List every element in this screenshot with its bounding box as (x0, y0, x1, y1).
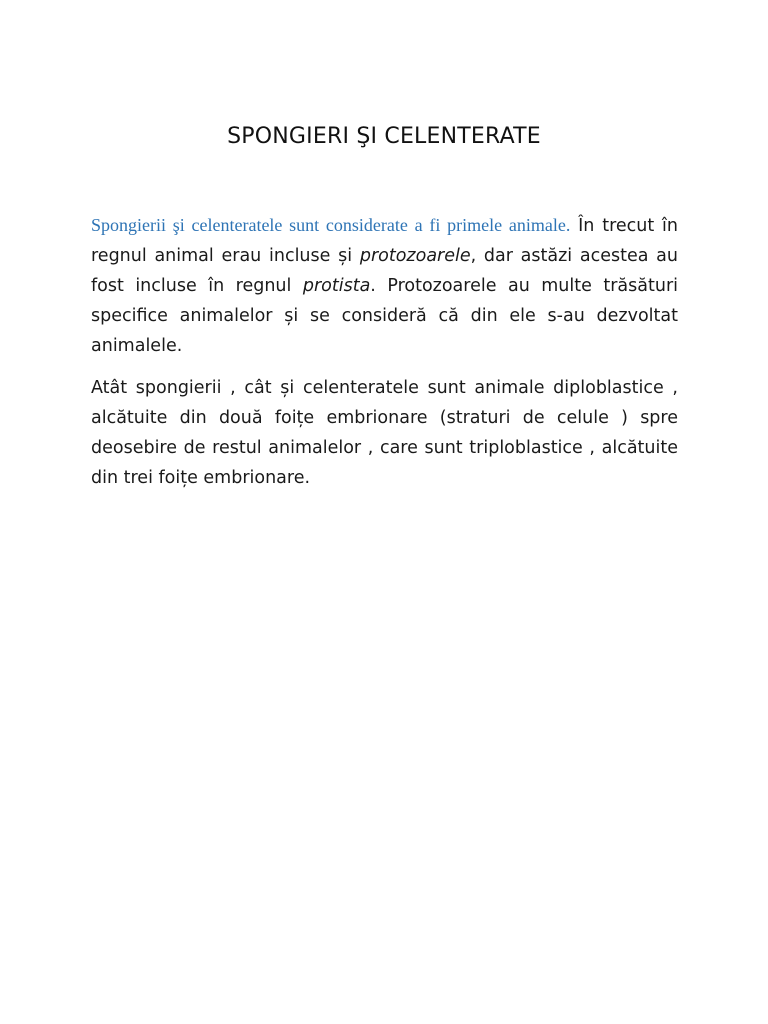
intro-lead-sentence: Spongierii şi celenteratele sunt considerate a fi primele animale. (91, 215, 571, 235)
paragraph-diploblastic: Atât spongierii , cât și celenteratele sunt animale diploblastice , alcătuite din două foițe embrionare (straturi de celule ) spre deosebire de restul animalelor , care sunt triploblastice , alcătuite din trei foițe embrionare. (91, 378, 678, 488)
paragraph-intro (91, 210, 678, 361)
intro-text-part-b: , dar astăzi acestea au fost incluse în regnul (91, 246, 678, 296)
intro-text-part-c: . Protozoarele au multe trăsături specifice animalelor și se consideră că din ele s-au dezvoltat animalele. (91, 276, 678, 356)
term-protozoarele: protozoarele (359, 246, 471, 266)
term-protista: protista (302, 276, 371, 296)
page-title: SPONGIERI ŞI CELENTERATE (227, 124, 541, 149)
intro-text-part-a: În trecut în regnul animal erau incluse și (91, 216, 678, 266)
